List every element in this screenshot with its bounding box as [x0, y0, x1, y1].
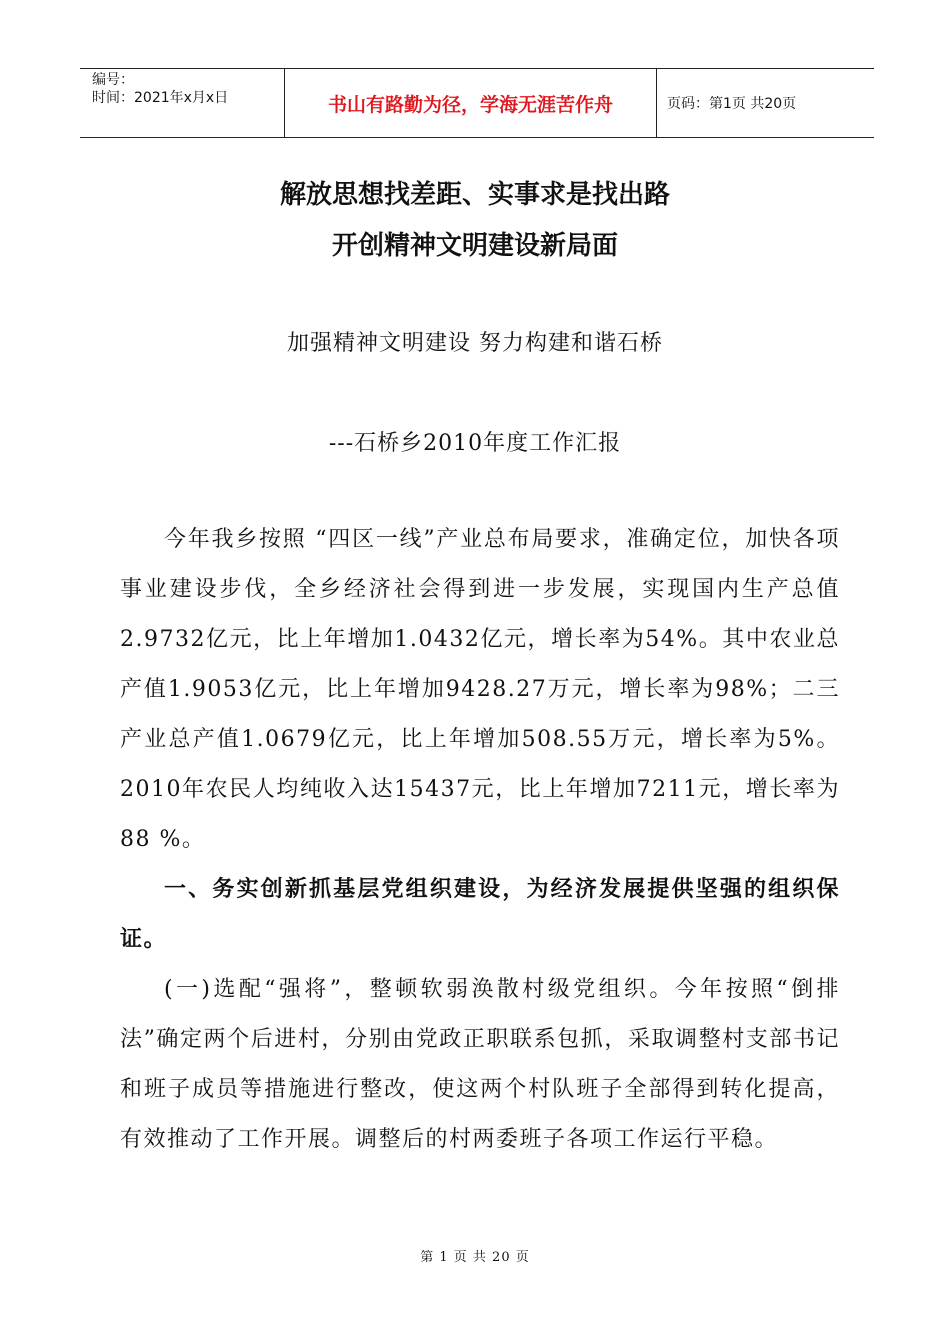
intro-paragraph: 今年我乡按照 “四区一线”产业总布局要求，准确定位，加快各项事业建设步伐，全乡经济社会得到进一步发展，实现国内生产总值2.9732亿元，比上年增加1.0432亿元，增长率为54%。其中农业总产值1.9053亿元，比上年增加9428.27万元，增长率为98%；二三产业总产值1.0679亿元，比上年增加508.55万元，增长率为5%。2010年农民人均纯收入达15437元，比上年增加7211元，增长率为88 %。: [120, 527, 840, 852]
section-heading: 一、务实创新抓基层党组织建设，为经济发展提供坚强的组织保证。: [120, 877, 840, 952]
document-subtitle: 加强精神文明建设 努力构建和谐石桥: [287, 331, 663, 356]
header-motto: 书山有路勤为径，学海无涯苦作舟: [285, 69, 657, 137]
document-body: [120, 515, 840, 1165]
date-label: 时间：2021年x月x日: [92, 90, 229, 106]
header-meta: [80, 69, 285, 137]
document-title-line1: 解放思想找差距、实事求是找出路: [279, 180, 670, 210]
page-footer: 第 1 页 共 20 页: [420, 1250, 530, 1265]
document-report-name: ---石桥乡2010年度工作汇报: [328, 431, 622, 456]
subsection-paragraph: (一)选配“强将”，整顿软弱涣散村级党组织。今年按照“倒排法”确定两个后进村，分别由党政正职联系包抓，采取调整村支部书记和班子成员等措施进行整改，使这两个村队班子全部得到转化提高，有效推动了工作开展。调整后的村两委班子各项工作运行平稳。: [120, 977, 840, 1152]
page-header: [80, 68, 874, 138]
number-label: 编号：: [92, 72, 134, 88]
header-page-info: 页码：第1页 共20页: [667, 96, 797, 112]
document-title-line2: 开创精神文明建设新局面: [331, 231, 618, 261]
